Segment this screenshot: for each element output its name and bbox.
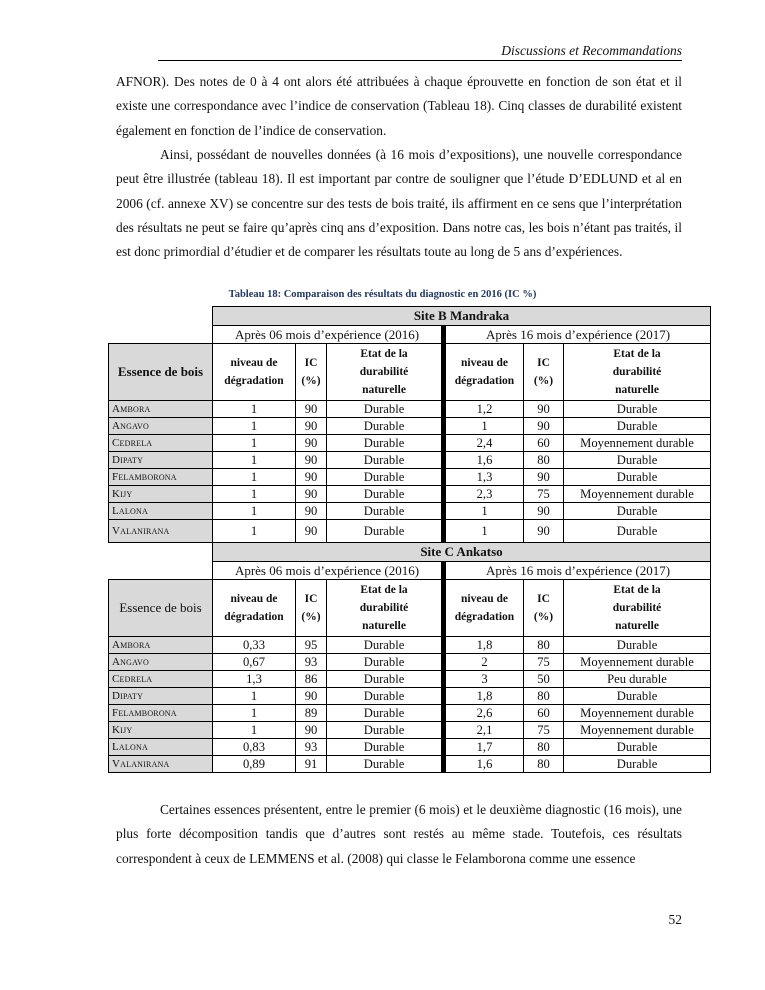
header-text: IC <box>537 593 550 605</box>
header-text: dégradation <box>224 611 284 623</box>
header-text: (%) <box>301 375 321 387</box>
header-text: niveau de <box>230 593 278 605</box>
durability-16m-cell: Durable <box>564 452 711 469</box>
ic-16m-cell: 90 <box>524 469 564 486</box>
essence-cell: Dipaty <box>109 688 213 705</box>
period-header-6-months: Après 06 mois d’expérience (2016) <box>213 562 444 580</box>
degradation-6m-cell: 1,3 <box>213 671 296 688</box>
table-row <box>109 756 711 773</box>
ic-16m-cell: 80 <box>524 688 564 705</box>
degradation-6m-cell: 1 <box>213 452 296 469</box>
durability-16m-cell: Durable <box>564 688 711 705</box>
degradation-16m-cell: 2,6 <box>444 705 524 722</box>
durability-16m-cell: Moyennement durable <box>564 722 711 739</box>
blank-cell <box>109 543 213 562</box>
essence-cell: Valanirana <box>109 520 213 543</box>
ic-16m-cell: 90 <box>524 503 564 520</box>
ic-6m-cell: 90 <box>296 401 327 418</box>
header-text: naturelle <box>615 384 659 396</box>
paragraph-1: AFNOR). Des notes de 0 à 4 ont alors été attribuées à chaque éprouvette en fonction de son état et il existe une correspondance avec l’indice de conservation (Tableau 18). Cinq classes de durabilité existent également en fonction de l’indice de conservation. <box>116 74 682 138</box>
column-header-ic <box>296 344 327 401</box>
essence-cell: Ambora <box>109 637 213 654</box>
essence-cell: Angavo <box>109 418 213 435</box>
essence-cell: Lalona <box>109 503 213 520</box>
degradation-16m-cell: 1,6 <box>444 756 524 773</box>
header-text: dégradation <box>454 611 515 623</box>
ic-16m-cell: 50 <box>524 671 564 688</box>
table-row <box>109 705 711 722</box>
durability-16m-cell: Peu durable <box>564 671 711 688</box>
durability-6m-cell: Durable <box>327 435 444 452</box>
degradation-6m-cell: 1 <box>213 486 296 503</box>
durability-16m-cell: Durable <box>564 637 711 654</box>
degradation-16m-cell: 1 <box>444 418 524 435</box>
ic-6m-cell: 90 <box>296 520 327 543</box>
paragraph-2 <box>116 143 682 264</box>
durability-6m-cell: Durable <box>327 469 444 486</box>
header-text: durabilité <box>359 602 409 614</box>
header-text: IC <box>304 593 318 605</box>
durability-6m-cell: Durable <box>327 756 444 773</box>
durability-16m-cell: Moyennement durable <box>564 654 711 671</box>
ic-6m-cell: 90 <box>296 418 327 435</box>
column-header-etat <box>327 580 444 637</box>
ic-6m-cell: 95 <box>296 637 327 654</box>
degradation-6m-cell: 1 <box>213 688 296 705</box>
site-header: Site B Mandraka <box>213 307 711 326</box>
table-caption: Tableau 18: Comparaison des résultats du diagnostic en 2016 (IC %) <box>228 289 537 300</box>
degradation-6m-cell: 1 <box>213 722 296 739</box>
ic-16m-cell: 75 <box>524 486 564 503</box>
durability-6m-cell: Durable <box>327 705 444 722</box>
header-text: durabilité <box>612 602 662 614</box>
ic-6m-cell: 90 <box>296 688 327 705</box>
degradation-6m-cell: 0,33 <box>213 637 296 654</box>
column-header-niveau <box>213 344 296 401</box>
essence-cell: Angavo <box>109 654 213 671</box>
table-row <box>109 671 711 688</box>
degradation-16m-cell: 3 <box>444 671 524 688</box>
degradation-16m-cell: 2,1 <box>444 722 524 739</box>
essence-cell: Ambora <box>109 401 213 418</box>
durability-16m-cell: Durable <box>564 503 711 520</box>
essence-cell: Felamborona <box>109 705 213 722</box>
header-text: naturelle <box>615 620 659 632</box>
essence-cell: Felamborona <box>109 469 213 486</box>
ic-16m-cell: 75 <box>524 654 564 671</box>
header-text: naturelle <box>362 384 406 396</box>
ic-16m-cell: 90 <box>524 418 564 435</box>
ic-6m-cell: 93 <box>296 739 327 756</box>
ic-6m-cell: 90 <box>296 503 327 520</box>
column-header-niveau <box>213 580 296 637</box>
durability-6m-cell: Durable <box>327 401 444 418</box>
header-text: (%) <box>533 375 554 387</box>
durability-16m-cell: Durable <box>564 401 711 418</box>
degradation-16m-cell: 2,3 <box>444 486 524 503</box>
paragraph-3-text: Certaines essences présentent, entre le premier (6 mois) et le deuxième diagnostic (16 mois), une plus forte décomposition tandis que d’autres sont restés au même stade. Toutefois, ces résultats correspondent à ceux de LEMMENS et al. (2008) qui classe le Felamborona comme une essence <box>116 802 682 866</box>
ic-16m-cell: 80 <box>524 739 564 756</box>
durability-6m-cell: Durable <box>327 671 444 688</box>
essence-cell: Dipaty <box>109 452 213 469</box>
site-header: Site C Ankatso <box>213 543 711 562</box>
header-text: Etat de la <box>360 348 408 360</box>
degradation-16m-cell: 2,4 <box>444 435 524 452</box>
ic-6m-cell: 90 <box>296 435 327 452</box>
degradation-6m-cell: 0,83 <box>213 739 296 756</box>
degradation-16m-cell: 1,7 <box>444 739 524 756</box>
durability-16m-cell: Durable <box>564 469 711 486</box>
period-header-16-months: Après 16 mois d’expérience (2017) <box>444 326 711 344</box>
column-header-etat <box>564 344 711 401</box>
table-row <box>109 722 711 739</box>
blank-cell <box>109 562 213 580</box>
table-row <box>109 435 711 452</box>
table-row <box>109 418 711 435</box>
degradation-6m-cell: 1 <box>213 469 296 486</box>
durability-16m-cell: Moyennement durable <box>564 486 711 503</box>
column-header-essence: Essence de bois <box>109 344 213 401</box>
header-text: Etat de la <box>360 584 408 596</box>
degradation-6m-cell: 1 <box>213 705 296 722</box>
header-text: dégradation <box>454 375 515 387</box>
degradation-16m-cell: 1 <box>444 520 524 543</box>
ic-16m-cell: 75 <box>524 722 564 739</box>
ic-16m-cell: 60 <box>524 705 564 722</box>
durability-6m-cell: Durable <box>327 722 444 739</box>
blank-cell <box>109 307 213 326</box>
durability-6m-cell: Durable <box>327 452 444 469</box>
degradation-6m-cell: 1 <box>213 435 296 452</box>
table-row <box>109 401 711 418</box>
page-number: 52 <box>668 912 682 927</box>
ic-6m-cell: 93 <box>296 654 327 671</box>
durability-16m-cell: Moyennement durable <box>564 435 711 452</box>
ic-16m-cell: 80 <box>524 756 564 773</box>
table-row <box>109 520 711 543</box>
ic-6m-cell: 90 <box>296 452 327 469</box>
essence-cell: Cedrela <box>109 435 213 452</box>
paragraph-2-text: Ainsi, possédant de nouvelles données (à 16 mois d’expositions), une nouvelle correspondance peut être illustrée (tableau 18). Il est important par contre de souligner que l’étude D’EDLUND et al en 2006 (cf. annexe XV) se concentre sur des tests de bois traité, ils affirment en ce sens que l’interprétation des résultats ne peut se faire qu’après cinq ans d’exposition. Dans notre cas, les bois n’étant pas traités, il est donc primordial d’étudier et de comparer les résultats toute au long de 5 ans d’expériences. <box>116 147 682 260</box>
durability-6m-cell: Durable <box>327 688 444 705</box>
header-text: durabilité <box>612 366 662 378</box>
column-header-ic <box>524 580 564 637</box>
table-row <box>109 688 711 705</box>
durability-6m-cell: Durable <box>327 520 444 543</box>
durability-6m-cell: Durable <box>327 654 444 671</box>
degradation-6m-cell: 1 <box>213 503 296 520</box>
ic-6m-cell: 90 <box>296 486 327 503</box>
table-row <box>109 469 711 486</box>
durability-16m-cell: Moyennement durable <box>564 705 711 722</box>
header-text: durabilité <box>359 366 409 378</box>
durability-6m-cell: Durable <box>327 739 444 756</box>
durability-6m-cell: Durable <box>327 637 444 654</box>
ic-16m-cell: 80 <box>524 452 564 469</box>
degradation-6m-cell: 0,89 <box>213 756 296 773</box>
essence-cell: Kijy <box>109 486 213 503</box>
degradation-16m-cell: 1,3 <box>444 469 524 486</box>
degradation-6m-cell: 1 <box>213 401 296 418</box>
header-text: (%) <box>533 611 554 623</box>
durability-16m-cell: Durable <box>564 756 711 773</box>
header-text: dégradation <box>224 375 284 387</box>
header-text: (%) <box>301 611 321 623</box>
degradation-16m-cell: 1,8 <box>444 688 524 705</box>
paragraph-3 <box>116 798 682 871</box>
column-header-etat <box>564 580 711 637</box>
durability-6m-cell: Durable <box>327 418 444 435</box>
degradation-16m-cell: 1,2 <box>444 401 524 418</box>
running-header: Discussions et Recommandations <box>501 43 682 58</box>
table-row <box>109 637 711 654</box>
column-header-niveau <box>444 344 524 401</box>
header-text: niveau de <box>230 357 278 369</box>
results-table-body <box>109 307 711 773</box>
table-row <box>109 486 711 503</box>
header-text: Etat de la <box>613 584 661 596</box>
header-text: Etat de la <box>613 348 661 360</box>
ic-16m-cell: 80 <box>524 637 564 654</box>
essence-cell: Cedrela <box>109 671 213 688</box>
degradation-6m-cell: 1 <box>213 418 296 435</box>
degradation-16m-cell: 1 <box>444 503 524 520</box>
ic-16m-cell: 60 <box>524 435 564 452</box>
table-row <box>109 452 711 469</box>
column-header-etat <box>327 344 444 401</box>
degradation-16m-cell: 1,6 <box>444 452 524 469</box>
durability-16m-cell: Durable <box>564 520 711 543</box>
degradation-6m-cell: 0,67 <box>213 654 296 671</box>
header-text: niveau de <box>461 357 508 369</box>
degradation-16m-cell: 1,8 <box>444 637 524 654</box>
ic-6m-cell: 89 <box>296 705 327 722</box>
durability-6m-cell: Durable <box>327 486 444 503</box>
ic-6m-cell: 86 <box>296 671 327 688</box>
column-header-essence: Essence de bois <box>109 580 213 637</box>
essence-cell: Valanirana <box>109 756 213 773</box>
degradation-16m-cell: 2 <box>444 654 524 671</box>
ic-6m-cell: 90 <box>296 469 327 486</box>
table-row <box>109 503 711 520</box>
ic-16m-cell: 90 <box>524 520 564 543</box>
period-header-6-months: Après 06 mois d’expérience (2016) <box>213 326 444 344</box>
ic-6m-cell: 90 <box>296 722 327 739</box>
column-header-niveau <box>444 580 524 637</box>
results-table <box>108 306 711 773</box>
period-header-16-months: Après 16 mois d’expérience (2017) <box>444 562 711 580</box>
durability-6m-cell: Durable <box>327 503 444 520</box>
header-text: IC <box>537 357 550 369</box>
degradation-6m-cell: 1 <box>213 520 296 543</box>
blank-cell <box>109 326 213 344</box>
header-rule <box>158 60 682 61</box>
durability-16m-cell: Durable <box>564 418 711 435</box>
table-row <box>109 739 711 756</box>
column-header-ic <box>296 580 327 637</box>
header-text: naturelle <box>362 620 406 632</box>
durability-16m-cell: Durable <box>564 739 711 756</box>
header-text: IC <box>304 357 318 369</box>
header-text: niveau de <box>461 593 508 605</box>
column-header-ic <box>524 344 564 401</box>
ic-16m-cell: 90 <box>524 401 564 418</box>
ic-6m-cell: 91 <box>296 756 327 773</box>
essence-cell: Lalona <box>109 739 213 756</box>
essence-cell: Kijy <box>109 722 213 739</box>
table-row <box>109 654 711 671</box>
